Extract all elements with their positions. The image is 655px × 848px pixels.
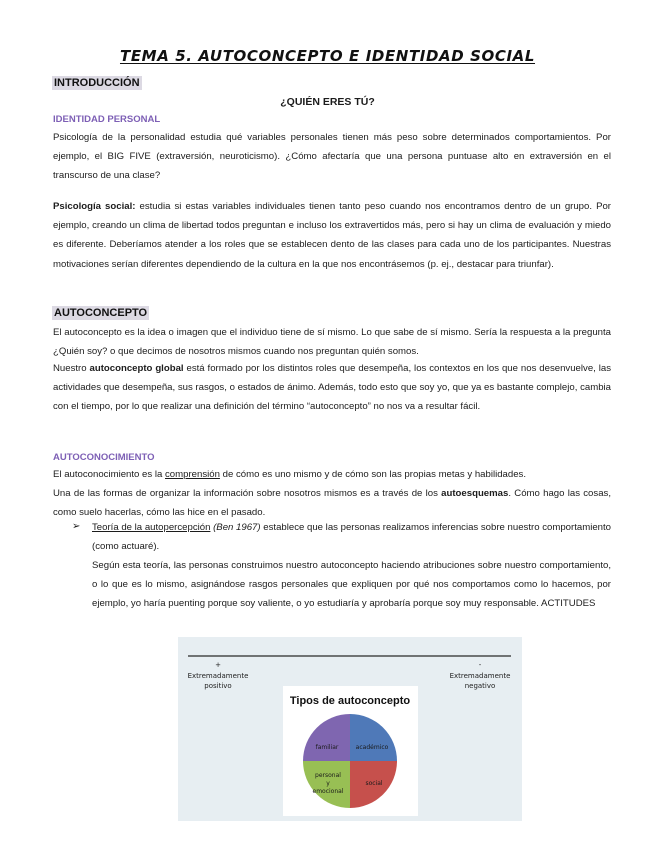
scale-right-label-line2: negativo bbox=[464, 682, 496, 690]
figure-tipos-autoconcepto bbox=[178, 637, 522, 821]
scale-minus-sign: - bbox=[478, 661, 482, 669]
label-social: social bbox=[365, 780, 383, 787]
section-heading-introduccion: INTRODUCCIÓN bbox=[54, 77, 140, 89]
paragraph-autoesquemas: Una de las formas de organizar la información sobre nosotros mismos es a través de los autoesquemas. Cómo hago las cosas, como suelo hacerlas, cómo las hice en el pasado. bbox=[53, 488, 611, 519]
citation-ben-1967: (Ben 1967) bbox=[210, 522, 261, 533]
list-item-autopercepcion: Teoría de la autopercepción (Ben 1967) establece que las personas realizamos inferencias sobre nuestro comportamiento (como actuaré). bbox=[92, 522, 612, 553]
label-emocional: emocional bbox=[312, 788, 344, 795]
label-personal: personal bbox=[315, 772, 341, 779]
paragraph-autoconcepto-global: Nuestro autoconcepto global está formado por los distintos roles que desempeña, los contextos en los que nos desenvuelve, las actividades que desempeña, sus rasgos, o estados de ánimo. Además, todo esto que soy yo, que ya es bastante complejo, cambia con el tiempo, por lo que realizar una definición del término “autoconcepto” no nos va a resultar fácil. bbox=[53, 363, 611, 413]
label-familiar: familiar bbox=[315, 744, 339, 751]
term-psicologia-social: Psicología social: bbox=[53, 201, 136, 212]
term-autoesquemas: autoesquemas bbox=[441, 488, 509, 499]
scale-left-label-line1: Extremadamente bbox=[187, 672, 249, 680]
question-heading: ¿QUIÉN ERES TÚ? bbox=[280, 96, 375, 108]
chart-title: Tipos de autoconcepto bbox=[289, 695, 411, 707]
document-title: TEMA 5. AUTOCONCEPTO E IDENTIDAD SOCIAL bbox=[119, 47, 536, 65]
arrow-bullet-icon: ➢ bbox=[72, 521, 81, 532]
section-heading-autoconcepto: AUTOCONCEPTO bbox=[54, 307, 148, 319]
paragraph-psicologia-social: Psicología social: estudia si estas variables individuales tienen tanto peso cuando nos encontramos dentro de un grupo. Por ejemplo, creando un clima de libertad todos preguntan e incluso los extravertidos más, pero si hay un clima de evaluación y miedo es diferente. Deberíamos atender a los roles que se establecen dento de las clases para cada uno de los participantes. Nuestras motivaciones serían diferentes dependiendo de la cultura en la que nos encontrásemos (p. ej., destacar para triunfar). bbox=[53, 201, 612, 270]
scale-left-label-line2: positivo bbox=[204, 682, 232, 690]
term-autoconcepto-global: autoconcepto global bbox=[89, 363, 184, 374]
paragraph-personalidad: Psicología de la personalidad estudia qué variables personales tienen más peso sobre determinados comportamientos. Por ejemplo, el BIG FIVE (extraversión, neuroticismo). ¿Cómo afectaría que una persona puntuase alto en extraversión en el transcurso de una clase? bbox=[53, 132, 611, 182]
term-teoria-autopercepcion: Teoría de la autopercepción bbox=[92, 522, 211, 533]
subheading-identidad-personal: IDENTIDAD PERSONAL bbox=[53, 114, 161, 125]
list-item-paragraph-atribuciones: Según esta teoría, las personas construimos nuestro autoconcepto haciendo atribuciones sobre nuestro comportamiento, o lo que es lo mismo, asignándose rasgos personales que expliquen por qué nos comportamos como lo hacemos, por ejemplo, yo haría puenting porque soy valiente, o yo estudiaría y aprobaría porque soy muy responsable. ACTITUDES bbox=[92, 560, 611, 610]
scale-plus-sign: + bbox=[215, 661, 221, 669]
label-y: y bbox=[326, 780, 330, 787]
paragraph-autoconcepto-definicion: El autoconcepto es la idea o imagen que el individuo tiene de sí mismo. Lo que sabe de sí mismo. Sería la respuesta a la pregunta ¿Quién soy? o que decimos de nosotros mismos cuando nos preguntan quién somos. bbox=[53, 327, 611, 358]
term-comprension: comprensión bbox=[165, 469, 220, 480]
figure-svg bbox=[178, 637, 522, 821]
subheading-autoconocimiento: AUTOCONOCIMIENTO bbox=[53, 452, 155, 463]
paragraph-autoconocimiento: El autoconocimiento es la comprensión de cómo es uno mismo y de cómo son las propias metas y habilidades. bbox=[53, 469, 527, 480]
label-academico: académico bbox=[355, 744, 389, 751]
scale-right-label-line1: Extremadamente bbox=[449, 672, 511, 680]
